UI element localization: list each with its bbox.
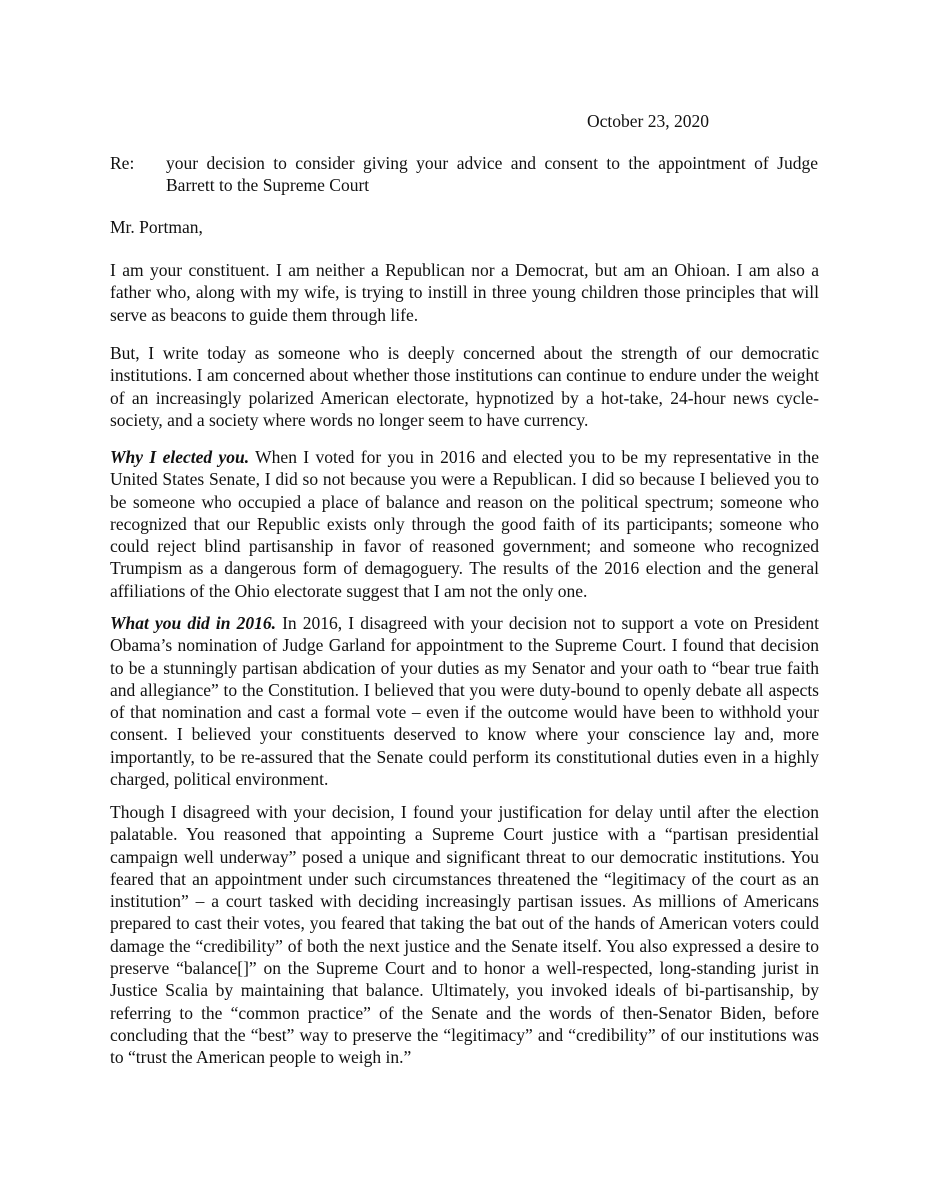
paragraph-text: But, I write today as someone who is deeply concerned about the strength of our democratic institutions. I am concerned about whether those institutions can continue to endure under the weight of an increasingly polarized American electorate, hypnotized by a hot-take, 24-hour news cycle-society, and a society where words no longer seem to have currency. [110,343,819,430]
subject-line [110,152,818,196]
paragraph-constituent [110,259,819,326]
paragraph-why-elected [110,446,819,602]
salutation: Mr. Portman, [110,217,203,237]
paragraph-text: In 2016, I disagreed with your decision not to support a vote on President Obama’s nomination of Judge Garland for appointment to the Supreme Court. I found that decision to be a stunningly partisan abdication of your duties as my Senator and your oath to “bear true faith and allegiance” to the Constitution. I believed that you were duty-bound to openly debate all aspects of that nomination and cast a formal vote – even if the outcome would have been to withhold your consent. I believed your constituents deserved to know where your conscience lay and, more importantly, to be re-assured that the Senate could perform its constitutional duties even in a highly charged, political environment. [110,613,819,790]
subject-text: your decision to consider giving your advice and consent to the appointment of Judge Barrett to the Supreme Court [166,153,818,195]
paragraph-text: Though I disagreed with your decision, I found your justification for delay until after the election palatable. You reasoned that appointing a Supreme Court justice with a “partisan presidential campaign well underway” posed a unique and significant threat to our democratic institutions. You feared that an appointment under such circumstances threatened the “legitimacy of the court as an institution” – a court tasked with deciding increasingly partisan issues. As millions of Americans prepared to cast their votes, you feared that taking the bat out of the hands of American voters could damage the “credibility” of both the next justice and the Senate itself. You also expressed a desire to preserve “balance[]” on the Supreme Court and to honor a well-respected, long-standing jurist in Justice Scalia by maintaining that balance. Ultimately, you invoked ideals of bi-partisanship, by referring to the “common practice” of the Senate and the words of then-Senator Biden, before concluding that the “best” way to preserve the “legitimacy” and “credibility” of our institutions was to “trust the American people to weigh in.” [110,802,819,1068]
paragraph-text: I am your constituent. I am neither a Republican nor a Democrat, but am an Ohioan. I am also a father who, along with my wife, is trying to instill in three young children those principles that will serve as beacons to guide them through life. [110,260,819,325]
paragraph-text: When I voted for you in 2016 and elected you to be my representative in the United States Senate, I did so not because you were a Republican. I did so because I believed you to be someone who occupied a place of balance and reason on the political spectrum; someone who recognized that our Republic exists only through the good faith of its participants; someone who could reject blind partisanship in favor of reasoned government; and someone who recognized Trumpism as a dangerous form of demagoguery. The results of the 2016 election and the general affiliations of the Ohio electorate suggest that I am not the only one. [110,447,819,601]
paragraph-heading: What you did in 2016. [110,613,276,633]
paragraph-justification [110,801,819,1069]
paragraph-what-you-did [110,612,819,790]
paragraph-heading: Why I elected you. [110,447,250,467]
letter-date: October 23, 2020 [587,111,709,131]
paragraph-concern [110,342,819,431]
subject-label: Re: [110,153,135,173]
